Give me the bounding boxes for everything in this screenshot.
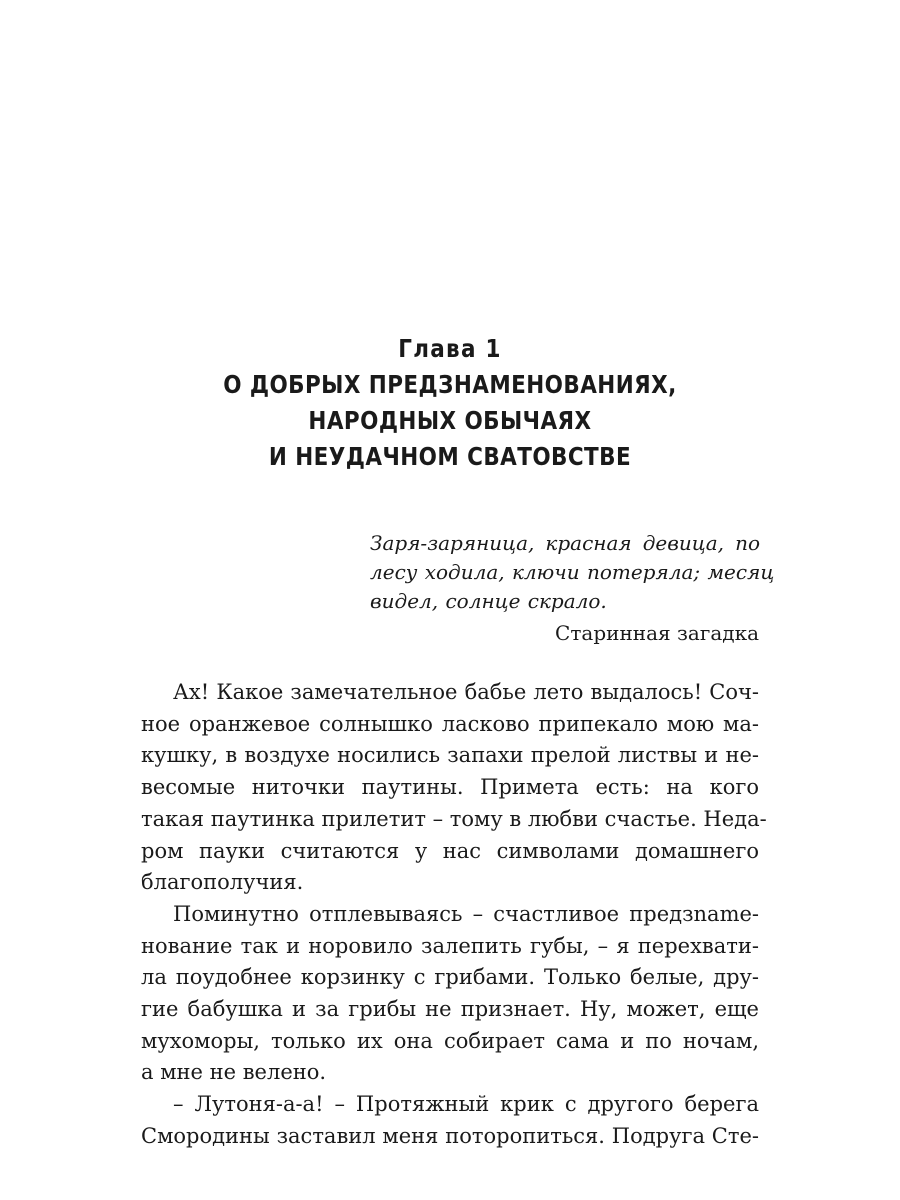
text-line: а мне не велено. [141,1060,327,1085]
text-line: – Лутоня-а-а! – Протяжный крик с другого берега [173,1092,759,1117]
text-line: Смородины заставил меня поторопиться. Подруга Сте- [141,1123,759,1148]
text-line: Поминутно отплевываясь – счастливое предзname- [173,901,759,926]
text-line: ла поудобнее корзинку с грибами. Только белые, дру- [141,965,759,990]
chapter-title-line: О ДОБРЫХ ПРЕДЗНАМЕНОВАНИЯХ, [223,370,677,399]
chapter-number: Глава 1 [398,334,502,363]
epigraph-line: Заря-заряница, красная девица, по [370,531,760,555]
epigraph-source: Старинная загадка [555,621,759,645]
text-line: гие бабушка и за грибы не признает. Ну, может, еще [141,997,759,1022]
chapter-title-line: И НЕУДАЧНОМ СВАТОВСТВЕ [268,442,632,471]
epigraph [370,529,775,616]
text-line: благополучия. [141,870,304,895]
chapter-heading [63,331,837,475]
epigraph-line: видел, солнце скрало. [370,589,607,613]
body-text [141,677,767,1153]
text-line: мухоморы, только их она собирает сама и по ночам, [141,1028,759,1053]
text-line: Ах! Какое замечательное бабье лето выдалось! Соч- [173,680,759,704]
text-line: нование так и норовило залепить губы, – я перехвати- [141,933,759,958]
text-line: такая паутинка прилетит – тому в любви счастье. Неда- [141,806,767,831]
epigraph-line: лесу ходила, ключи потеряла; месяц [370,560,775,584]
chapter-title-line: НАРОДНЫХ ОБЫЧАЯХ [308,406,592,435]
text-line: весомые ниточки паутины. Примета есть: на кого [141,775,759,800]
text-line: ное оранжевое солнышко ласково припекало мою ма- [141,711,759,736]
text-line: кушку, в воздухе носились запахи прелой листвы и не- [141,743,759,768]
text-line: ром пауки считаются у нас символами домашнего [141,838,759,863]
